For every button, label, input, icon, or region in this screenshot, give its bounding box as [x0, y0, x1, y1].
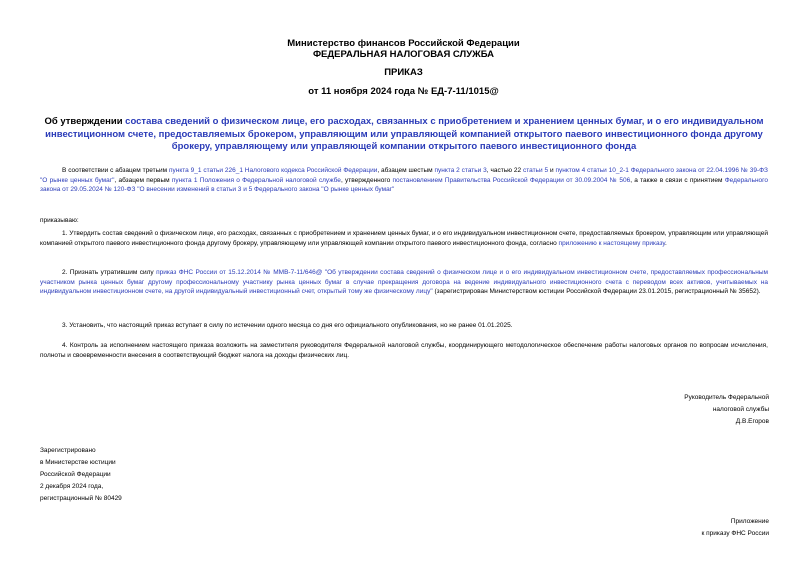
- article-3-link[interactable]: пункта 2 статьи 3: [434, 167, 487, 174]
- government-decree-link[interactable]: постановлением Правительства Российской Федерации от 30.09.2004 № 506: [392, 176, 631, 184]
- preamble-text: , а также в связи с принятием: [630, 176, 725, 184]
- registration-line: регистрационный № 80429: [40, 495, 122, 502]
- preamble-text: В соответствии с абзацем третьим: [62, 167, 169, 174]
- appendix-line: к приказу ФНС России: [701, 530, 769, 537]
- federal-law-120-link[interactable]: Федерального закона от 29.05.2024 № 120-ФЗ "О внесении изменений в статьи 3 и 5 Федерального закона "О рынке ценных бумаг": [40, 176, 769, 194]
- appendix-link[interactable]: приложению к настоящему приказу: [558, 239, 666, 247]
- appendix-block: [569, 516, 769, 540]
- item-1-text: .: [665, 239, 667, 247]
- item-2-paragraph: [40, 268, 768, 297]
- article-5-link[interactable]: статьи 5: [522, 167, 549, 174]
- registration-line: Российской Федерации: [40, 471, 111, 478]
- preamble-text: , частью 22: [486, 167, 523, 174]
- order-word: приказываю:: [40, 217, 79, 224]
- order-title: [40, 116, 768, 154]
- fns-regulation-link[interactable]: пункта 1 Положения о Федеральной налоговой службе: [171, 176, 341, 184]
- signature-line: налоговой службы: [712, 406, 769, 413]
- title-link[interactable]: состава сведений о физическом лице, его расходах, связанных с приобретением и хранением ценных бумаг, и о его индивидуальном инвестиционном счете, предоставляемых брокером, управляющим или управляющей компанией открытого паевого инвестиционного фонда другому брокеру, управляющему или управляющей компании открытого паевого инвестиционного фонда: [45, 116, 764, 152]
- item-2-text: 2. Признать утратившим силу: [62, 269, 157, 276]
- service-heading: ФЕДЕРАЛЬНАЯ НАЛОГОВАЯ СЛУЖБА: [312, 49, 495, 60]
- preamble-text: , утвержденного: [340, 176, 393, 184]
- registration-block: [40, 445, 290, 505]
- preamble-text: , абзацем первым: [114, 176, 172, 184]
- preamble-text: и: [548, 167, 556, 174]
- item-1-text: 1. Утвердить состав сведений о физическом лице, его расходах, связанных с приобретением и хранением ценных бумаг, и о его индивидуальном инвестиционном счете, предоставляемых брокером, управляющим или управляющей компанией открытого паевого инвестиционного фонда другому брокеру, управляющему или управляющей компании открытого паевого инвестиционного фонда, согласно: [40, 230, 768, 247]
- ministry-heading: Министерство финансов Российской Федерации: [287, 38, 520, 49]
- securities-law-link[interactable]: пунктом 4 статьи 10_2-1 Федерального закона от 22.04.1996 № 39-ФЗ "О рынке ценных бумаг": [40, 167, 768, 184]
- tax-code-link[interactable]: пункта 9_1 статьи 226_1 Налогового кодекса Российской Федерации: [168, 167, 378, 174]
- registration-line: 2 декабря 2024 года,: [40, 483, 104, 490]
- item-2-text: (зарегистрирован Министерством юстиции Российской Федерации 23.01.2015, регистрационный № 35652).: [432, 288, 761, 296]
- item-4-paragraph: [40, 341, 768, 360]
- order-heading: ПРИКАЗ: [384, 67, 423, 78]
- registration-line: в Министерстве юстиции: [40, 459, 116, 466]
- title-prefix: Об утверждении: [44, 116, 126, 127]
- item-4-text: 4. Контроль за исполнением настоящего приказа возложить на заместителя руководителя Федеральной налоговой службы, координирующего методологическое обеспечение работы налоговых органов по вопросам исчисления, полноты и своевременности внесения в соответствующий бюджет налога на доходы физических лиц.: [40, 342, 768, 359]
- registration-line: Зарегистрировано: [40, 447, 96, 454]
- appendix-line: Приложение: [730, 518, 769, 525]
- preamble-paragraph: [40, 166, 768, 195]
- signature-line: Руководитель Федеральной: [684, 394, 769, 401]
- preamble-text: , абзацем шестым: [377, 167, 435, 174]
- old-order-link[interactable]: приказ ФНС России от 15.12.2014 № ММВ-7-11/646@ "Об утверждении состава сведений о физическом лице и о его индивидуальном инвестиционном счете, предоставляемых профессиональным участником рынка ценных бумаг другому профессиональному участнику рынка ценных бумаг в случае прекращения договора на ведение индивидуального инвестиционного счета с переводом всех активов, учитываемых на индивидуальном инвестиционном счете, на другой индивидуальный инвестиционный счет, открытый тому же физическому лицу": [40, 269, 768, 296]
- item-3-paragraph: [40, 321, 768, 331]
- item-3-text: 3. Установить, что настоящий приказ вступает в силу по истечении одного месяца со дня его официального опубликования, но не ранее 01.01.2025.: [62, 322, 513, 329]
- item-1-paragraph: [40, 229, 768, 248]
- signature-block: [569, 392, 769, 428]
- order-date-number: от 11 ноября 2024 года № ЕД-7-11/1015@: [308, 86, 499, 97]
- signature-name: Д.В.Егоров: [735, 418, 769, 425]
